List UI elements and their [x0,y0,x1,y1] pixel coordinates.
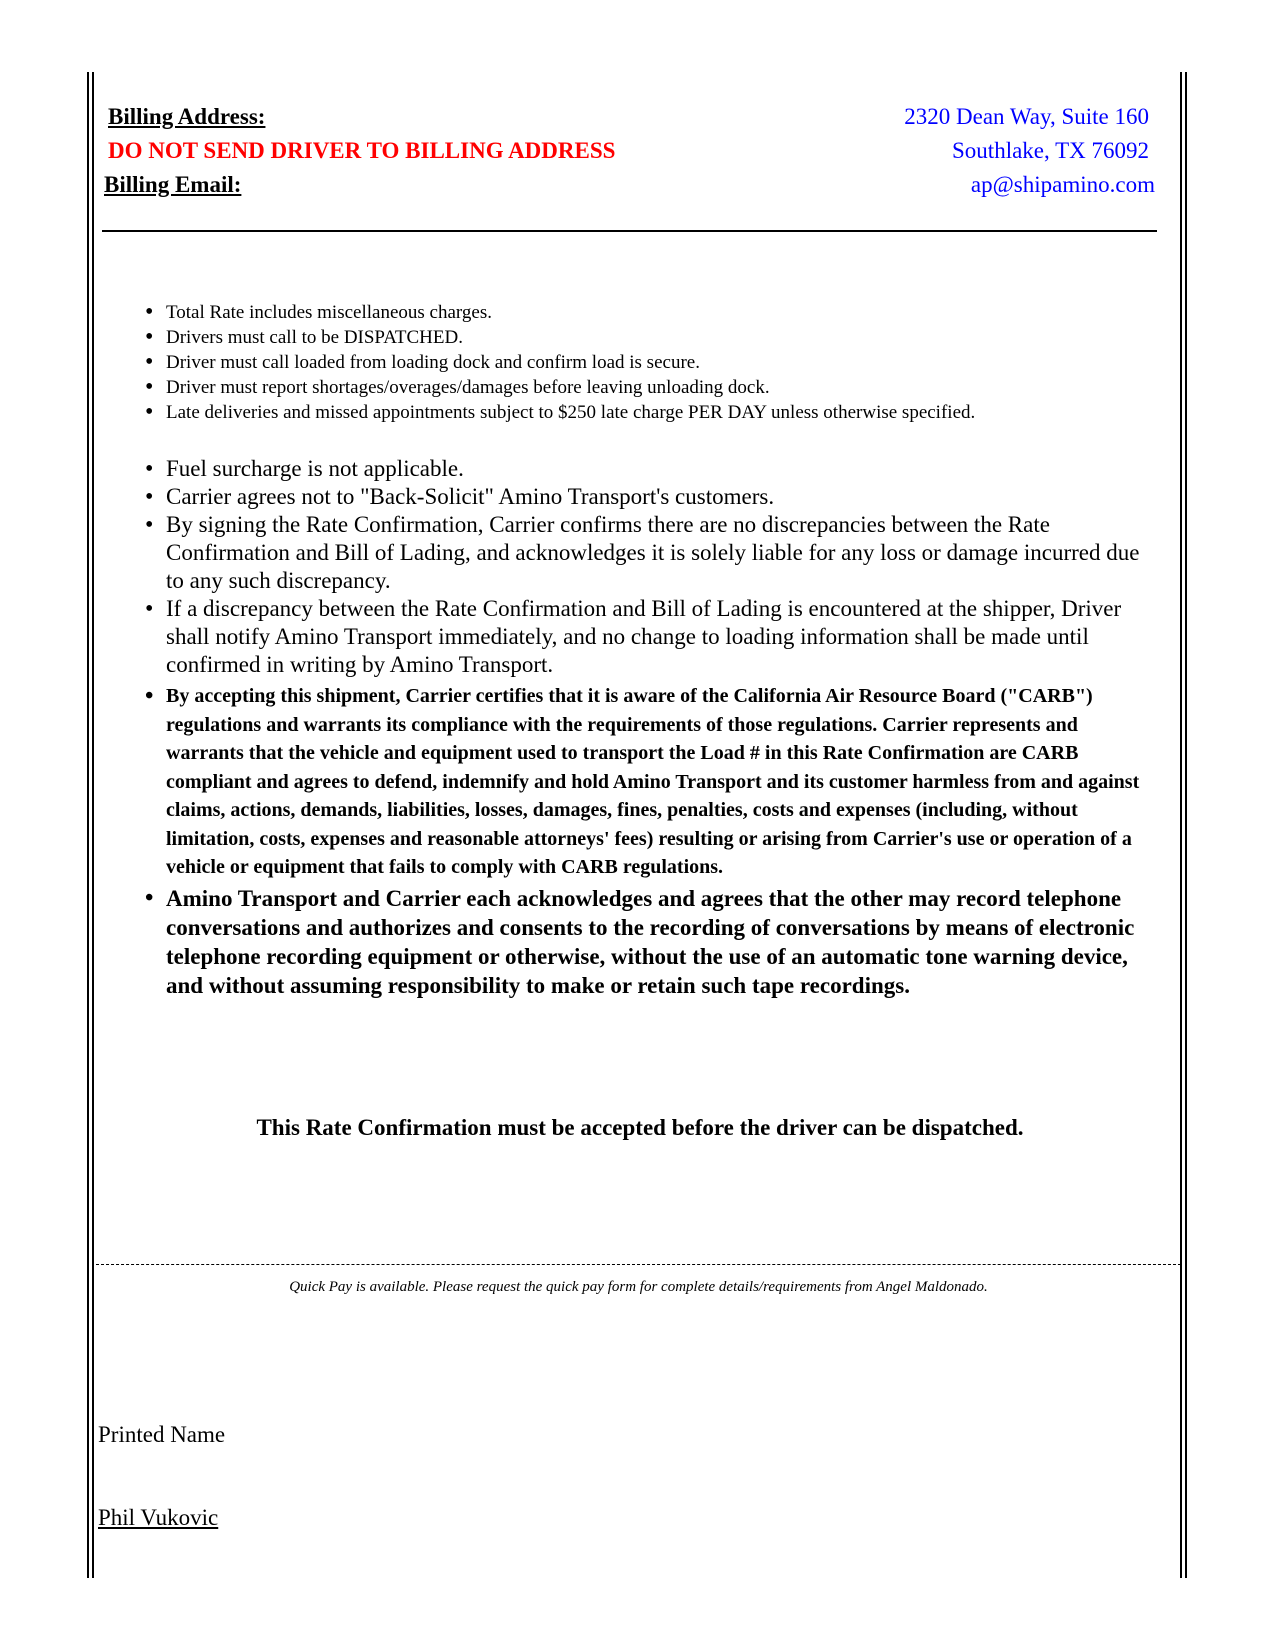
list-item: • Late deliveries and missed appointments subject to $250 late charge PER DAY unless otherwise specified. [145,400,1160,425]
printed-name-value: Phil Vukovic [98,1505,219,1530]
list-item: • Drivers must call to be DISPATCHED. [145,325,1160,350]
list-item: • Total Rate includes miscellaneous charges. [145,300,1160,325]
billing-section [100,104,1155,206]
printed-name-label: Printed Name [98,1422,226,1447]
billing-address-line1: 2320 Dean Way, Suite 160 [904,104,1149,129]
terms-large-list [145,455,1160,1000]
billing-address-label: Billing Address: [108,104,266,129]
recording-term: • Amino Transport and Carrier each acknowledges and agrees that the other may record telephone conversations and authorizes and consents to the recording of conversations by means of electronic telephone recording equipment or otherwise, without the use of an automatic tone warning device, and without assuming responsibility to make or retain such tape recordings. [145,884,1160,1000]
list-item: • Fuel surcharge is not applicable. [145,455,1160,483]
billing-address-line2: Southlake, TX 76092 [952,138,1149,163]
billing-row-warning [100,138,1155,172]
list-item: • If a discrepancy between the Rate Confirmation and Bill of Lading is encountered at the shipper, Driver shall notify Amino Transport immediately, and no change to loading information shall be made until confirmed in writing by Amino Transport. [145,595,1160,679]
billing-divider [102,230,1157,232]
billing-email: ap@shipamino.com [970,172,1155,197]
list-item: • Driver must call loaded from loading dock and confirm load is secure. [145,350,1160,375]
list-item: • By signing the Rate Confirmation, Carrier confirms there are no discrepancies between the Rate Confirmation and Bill of Lading, and acknowledges it is solely liable for any loss or damage incurred due to any such discrepancy. [145,511,1160,595]
billing-row-address [100,104,1155,138]
left-border-line-outer [87,72,89,1578]
terms-small-list [145,300,1160,425]
list-item: • Carrier agrees not to "Back-Solicit" Amino Transport's customers. [145,483,1160,511]
dashed-divider [96,1264,1181,1265]
right-border-line-outer [1185,72,1187,1578]
carb-term: • By accepting this shipment, Carrier certifies that it is aware of the California Air Resource Board ("CARB") regulations and warrants its compliance with the requirements of those regulations. Carrier represents and warrants that the vehicle and equipment used to transport the Load # in this Rate Confirmation are CARB compliant and agrees to defend, indemnify and hold Amino Transport and its customer harmless from and against claims, actions, demands, liabilities, losses, damages, fines, penalties, costs and expenses (including, without limitation, costs, expenses and reasonable attorneys' fees) resulting or arising from Carrier's use or operation of a vehicle or equipment that fails to comply with CARB regulations. [145,682,1160,882]
billing-row-email [100,172,1155,206]
list-item: • Driver must report shortages/overages/damages before leaving unloading dock. [145,375,1160,400]
billing-warning: DO NOT SEND DRIVER TO BILLING ADDRESS [108,138,616,163]
billing-email-label: Billing Email: [104,172,242,197]
quick-pay-note: Quick Pay is available. Please request the quick pay form for complete details/requirements from Angel Maldonado. [289,1279,988,1295]
dispatch-notice: This Rate Confirmation must be accepted before the driver can be dispatched. [256,1115,1024,1140]
right-border-line-inner [1180,72,1182,1578]
left-border-line-inner [92,72,94,1578]
